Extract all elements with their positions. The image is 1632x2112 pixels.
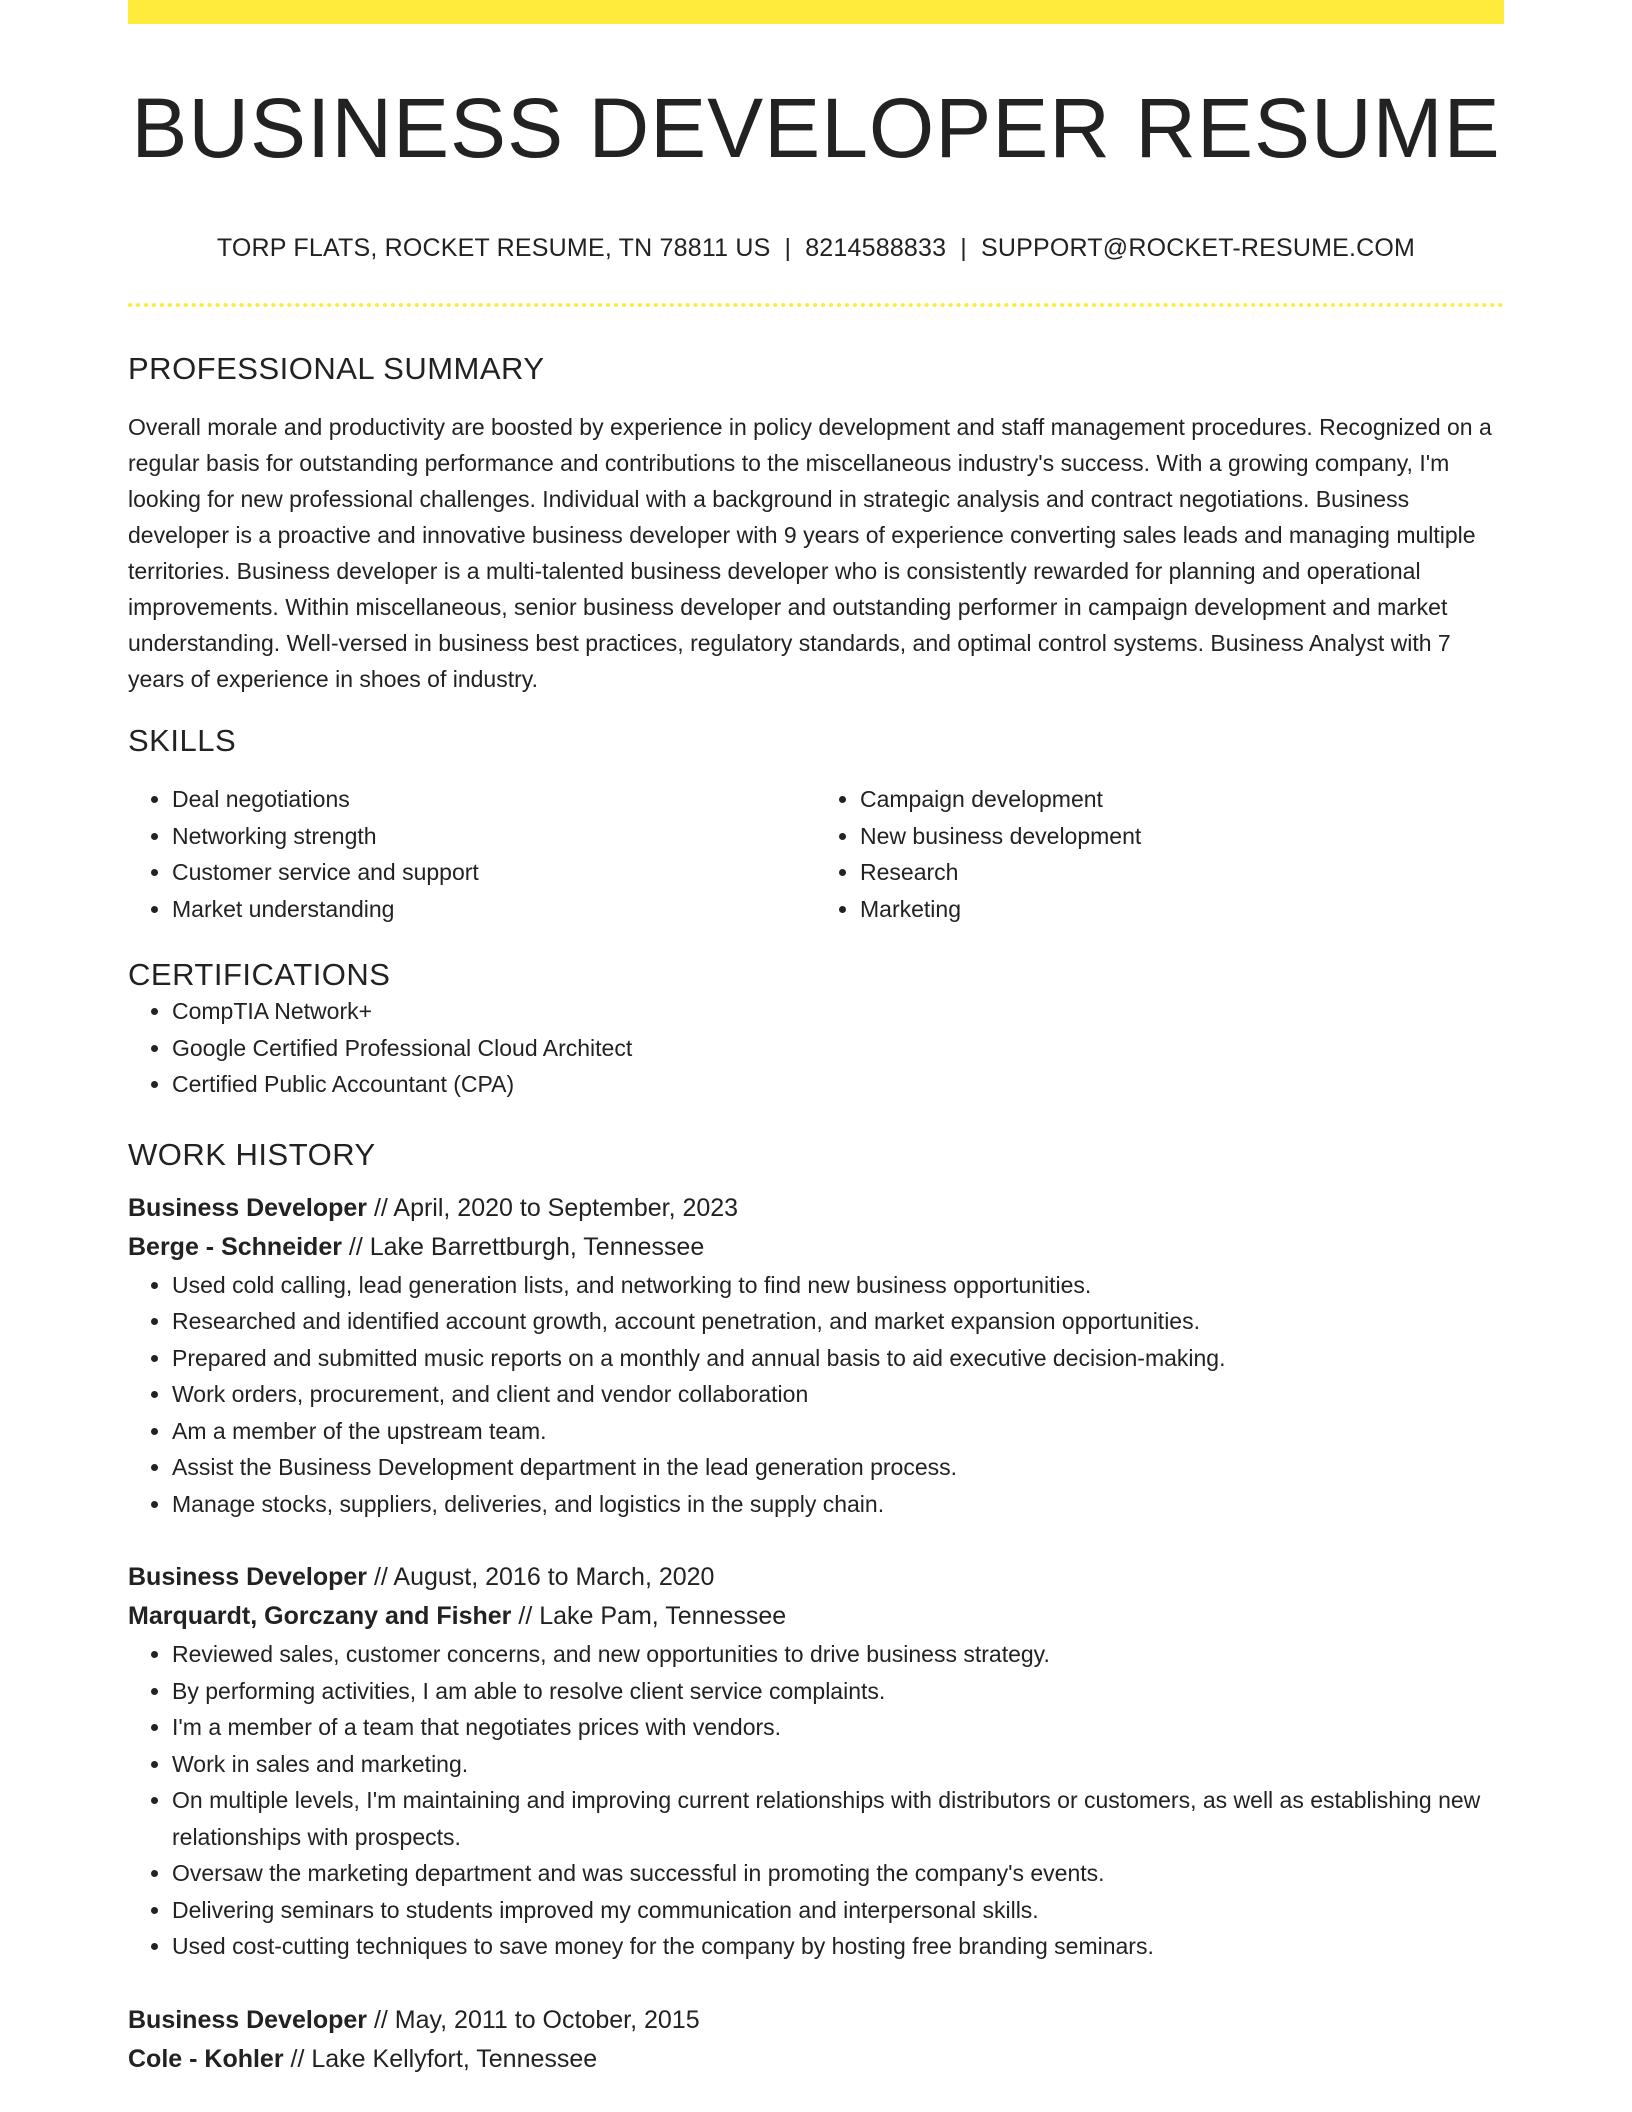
job-bullet: • I'm a member of a team that negotiates prices with vendors. bbox=[172, 1709, 1504, 1746]
job-bullet: • Delivering seminars to students improved my communication and interpersonal skills. bbox=[172, 1892, 1504, 1929]
job-bullet: • Work in sales and marketing. bbox=[172, 1746, 1504, 1783]
job-role: Business Developer bbox=[128, 1193, 367, 1222]
skill-item: • Research bbox=[860, 854, 1504, 891]
job-bullet: • Reviewed sales, customer concerns, and new opportunities to drive business strategy. bbox=[172, 1636, 1504, 1673]
job-bullet: • Assist the Business Development department in the lead generation process. bbox=[172, 1449, 1504, 1486]
skill-item: • Marketing bbox=[860, 891, 1504, 928]
certification-item: • Certified Public Accountant (CPA) bbox=[172, 1066, 1504, 1103]
skill-item: • New business development bbox=[860, 818, 1504, 855]
section-title-summary: PROFESSIONAL SUMMARY bbox=[128, 351, 545, 387]
job-dates: // August, 2016 to March, 2020 bbox=[367, 1563, 715, 1592]
address: TORP FLATS, ROCKET RESUME, TN 78811 US bbox=[216, 234, 771, 263]
accent-top-bar bbox=[128, 0, 1504, 24]
job-bullet: • Manage stocks, suppliers, deliveries, and logistics in the supply chain. bbox=[172, 1486, 1504, 1523]
contact-line bbox=[128, 234, 1504, 263]
certification-item: • Google Certified Professional Cloud Architect bbox=[172, 1030, 1504, 1067]
section-title-work-history: WORK HISTORY bbox=[128, 1136, 376, 1172]
job-dates: // April, 2020 to September, 2023 bbox=[367, 1193, 739, 1222]
summary-text: Overall morale and productivity are boosted by experience in policy development and staff management procedures. Recognized on a regular basis for outstanding performance and contributions to the miscellaneous industry's success. With a growing company, I'm looking for new professional challenges. Individual with a background in strategic analysis and contract negotiations. Business developer is a proactive and innovative business developer with 9 years of experience converting sales leads and managing multiple territories. Business developer is a multi-talented business developer who is consistently rewarded for planning and operational improvements. Within miscellaneous, senior business developer and outstanding performer in campaign development and market understanding. Well-versed in business best practices, regulatory standards, and optimal control systems. Business Analyst with 7 years of experience in shoes of industry. bbox=[128, 414, 1492, 693]
contact-separator: | bbox=[784, 234, 792, 263]
certification-item: • CompTIA Network+ bbox=[172, 993, 1504, 1030]
skills-list bbox=[128, 781, 1504, 927]
dotted-divider bbox=[128, 303, 1504, 307]
job-location: // Lake Barrettburgh, Tennessee bbox=[341, 1232, 705, 1261]
section-title-certifications: CERTIFICATIONS bbox=[128, 957, 391, 993]
job-bullet: • By performing activities, I am able to resolve client service complaints. bbox=[172, 1673, 1504, 1710]
job-bullet: • Used cost-cutting techniques to save money for the company by hosting free branding seminars. bbox=[172, 1928, 1504, 1965]
resume-page bbox=[128, 0, 1504, 2079]
resume-title: BUSINESS DEVELOPER RESUME bbox=[131, 81, 1501, 175]
email: SUPPORT@ROCKET-RESUME.COM bbox=[980, 234, 1416, 263]
job-role-line bbox=[128, 1558, 1504, 1597]
skills-column-right bbox=[816, 781, 1504, 927]
certifications-list bbox=[128, 993, 1504, 1103]
skill-item: • Networking strength bbox=[172, 818, 816, 855]
job-bullet: • Oversaw the marketing department and was successful in promoting the company's events. bbox=[172, 1855, 1504, 1892]
skill-item: • Deal negotiations bbox=[172, 781, 816, 818]
job-bullet: • Am a member of the upstream team. bbox=[172, 1413, 1504, 1450]
job-company: Cole - Kohler bbox=[128, 2044, 284, 2073]
job-dates: // May, 2011 to October, 2015 bbox=[367, 2005, 700, 2034]
job-role: Business Developer bbox=[128, 1563, 367, 1592]
job-company: Marquardt, Gorczany and Fisher bbox=[128, 1602, 512, 1631]
job-bullet: • Used cold calling, lead generation lists, and networking to find new business opportunities. bbox=[172, 1267, 1504, 1304]
job-company-line bbox=[128, 2040, 1504, 2079]
skill-item: • Customer service and support bbox=[172, 854, 816, 891]
job-company-line bbox=[128, 1228, 1504, 1267]
job-entry bbox=[128, 2001, 1504, 2079]
job-bullets bbox=[128, 1267, 1504, 1523]
job-entry bbox=[128, 1189, 1504, 1523]
job-bullet: • On multiple levels, I'm maintaining and improving current relationships with distributors or customers, as well as establishing new relationships with prospects. bbox=[172, 1782, 1504, 1855]
skill-item: • Campaign development bbox=[860, 781, 1504, 818]
phone: 8214588833 bbox=[805, 234, 947, 263]
job-bullet: • Work orders, procurement, and client and vendor collaboration bbox=[172, 1376, 1504, 1413]
job-bullets bbox=[128, 1636, 1504, 1965]
job-entry bbox=[128, 1558, 1504, 1965]
job-role-line bbox=[128, 2001, 1504, 2040]
job-location: // Lake Kellyfort, Tennessee bbox=[283, 2044, 598, 2073]
job-role-line bbox=[128, 1189, 1504, 1228]
job-role: Business Developer bbox=[128, 2005, 367, 2034]
job-bullet: • Prepared and submitted music reports on a monthly and annual basis to aid executive decision-making. bbox=[172, 1340, 1504, 1377]
contact-separator: | bbox=[960, 234, 967, 263]
skills-column-left bbox=[128, 781, 816, 927]
job-bullet: • Researched and identified account growth, account penetration, and market expansion opportunities. bbox=[172, 1303, 1504, 1340]
job-location: // Lake Pam, Tennessee bbox=[511, 1602, 787, 1631]
job-company-line bbox=[128, 1597, 1504, 1636]
skill-item: • Market understanding bbox=[172, 891, 816, 928]
section-title-skills: SKILLS bbox=[128, 723, 237, 759]
job-company: Berge - Schneider bbox=[128, 1232, 342, 1261]
